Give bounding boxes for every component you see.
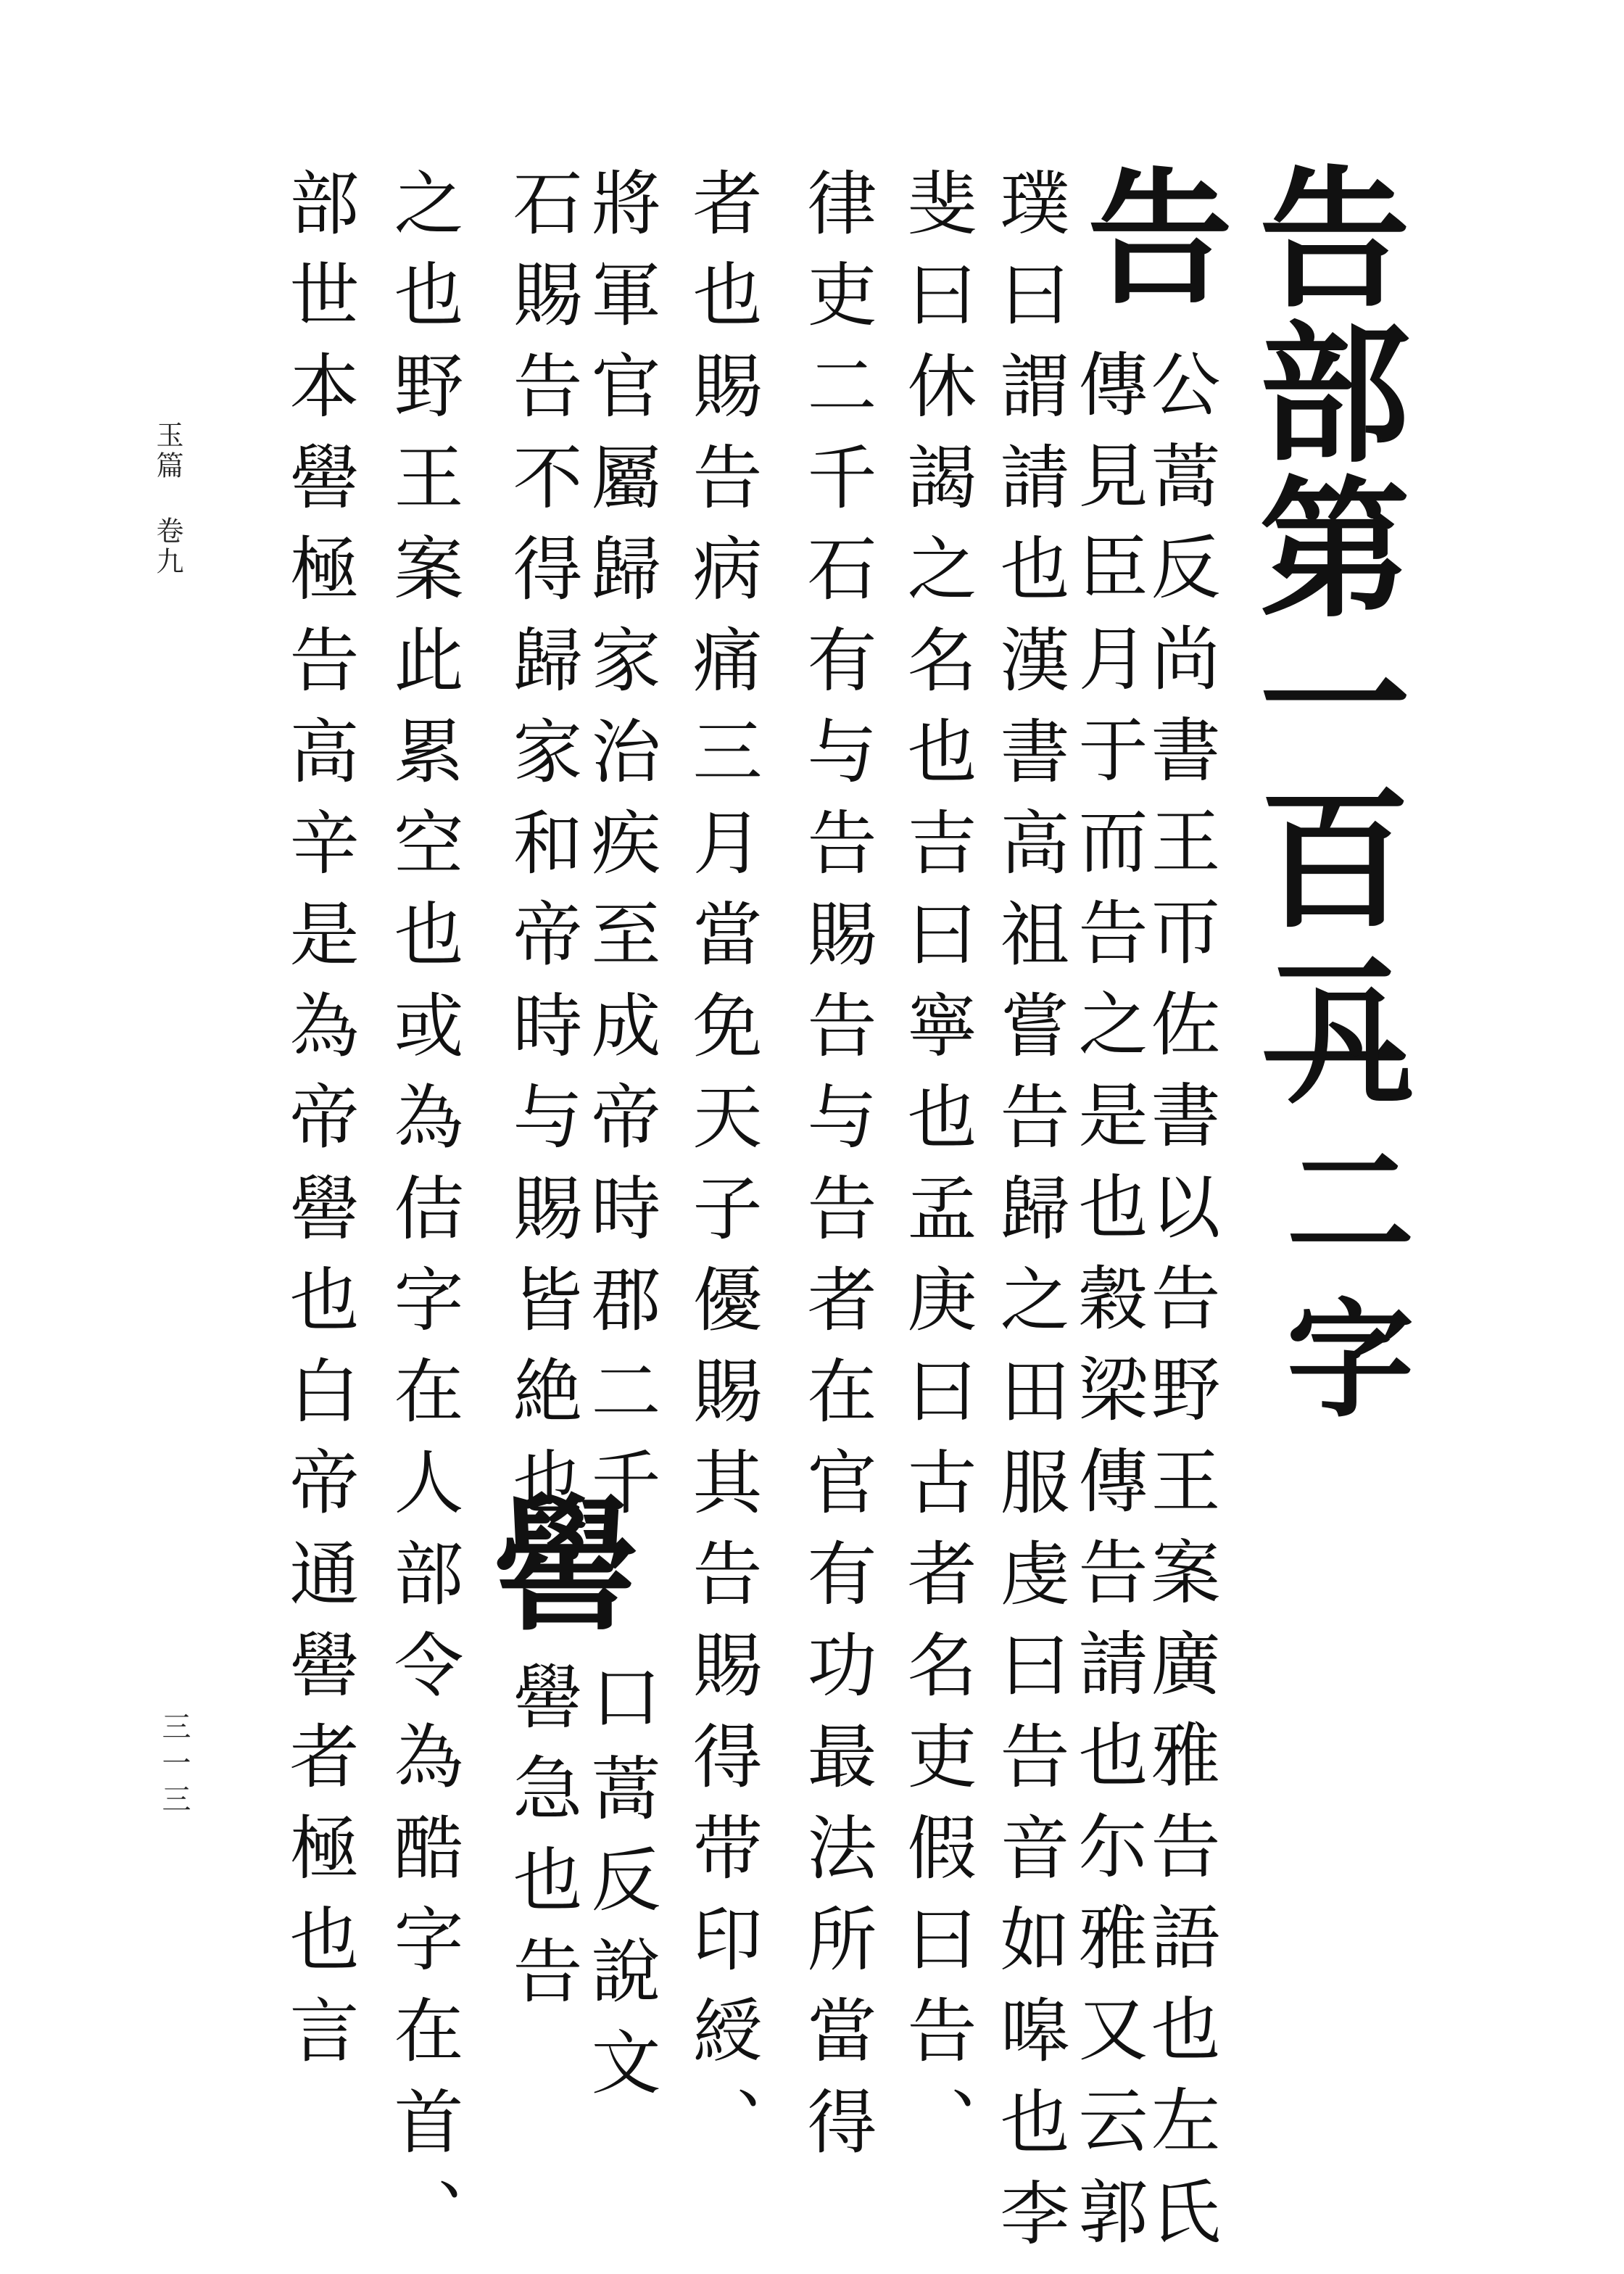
- running-head: 玉篇 卷九: [152, 421, 183, 577]
- commentary-column: 律吏二千石有与告賜告与告者在官有功最法所當得: [796, 167, 877, 2177]
- commentary-column: 口蒿反說文: [580, 1661, 661, 2117]
- commentary-column: 之也野王案此累空也或為佶字在人部令為酷字在首、: [383, 167, 464, 2268]
- character-count: 凡二字: [1265, 979, 1415, 1449]
- entry-head-character: 告: [1088, 154, 1233, 324]
- commentary-column: 者也賜告病痛三月當免天子優賜其告賜得带印綬、: [682, 167, 763, 2177]
- chapter-title: 告部第一百二: [1234, 160, 1411, 1091]
- commentary-column: 斐曰休謁之名也吉曰寧也孟庚曰古者名吏假曰告、: [896, 167, 977, 2177]
- commentary-column: 璞曰謂請也漢書高祖嘗告歸之田服虔曰告音如嗥也李: [989, 167, 1070, 2268]
- commentary-column: 公蒿反尚書王帀佐書以告野王案廣雅告語也左氏: [1140, 348, 1221, 2267]
- commentary-column: 嚳急也告: [502, 1661, 583, 2026]
- commentary-column: 將軍官屬歸家治疾至成帝時郡二千: [580, 167, 661, 1537]
- commentary-column: 部世本嚳極告高辛是為帝嚳也白帝通嚳者極也言: [278, 167, 360, 2085]
- commentary-column: 石賜告不得歸家和帝時与賜皆絶也: [502, 167, 583, 1537]
- entry-head-character: 嚳: [493, 1481, 639, 1651]
- page-number: 三一三: [157, 1711, 191, 1820]
- commentary-column: 傳見臣月于而告之是也穀梁傳告請也尓雅又云郭: [1067, 348, 1148, 2267]
